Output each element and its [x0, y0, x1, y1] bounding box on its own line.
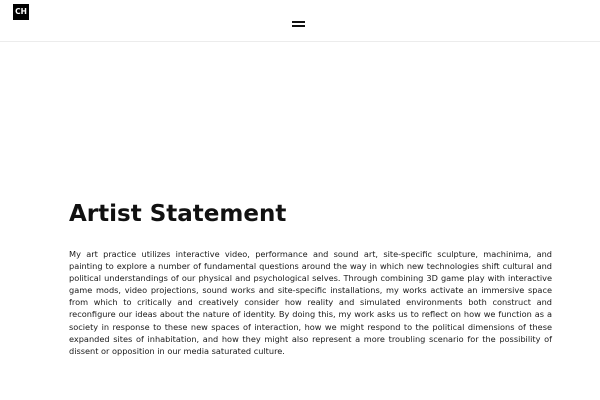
site-logo[interactable]: CH [13, 4, 29, 20]
artist-statement-text: My art practice utilizes interactive video, performance and sound art, site-specific sculpture, machinima, and painting to explore a number of fundamental questions around the way in which new technologies shift cultural and political understandings of our physical and psychological selves. Through combining 3D game play with interactive game mods, video projections, sound works and site-specific installations, my works activate an immersive space from which to critically and creatively consider how reality and simulated environments both construct and reconfigure our ideas about the nature of identity. By doing this, my work asks us to reflect on how we function as a society in response to these new spaces of interaction, how we might respond to the political dimensions of these expanded sites of inhabitation, and how they might also represent a more troubling scenario for the possibility of dissent or opposition in our media saturated culture. [69, 249, 552, 356]
site-header [0, 0, 600, 42]
hamburger-menu-icon[interactable] [291, 18, 307, 30]
page-title: Artist Statement [69, 201, 287, 227]
menu-line [292, 21, 305, 23]
menu-line [292, 25, 305, 27]
